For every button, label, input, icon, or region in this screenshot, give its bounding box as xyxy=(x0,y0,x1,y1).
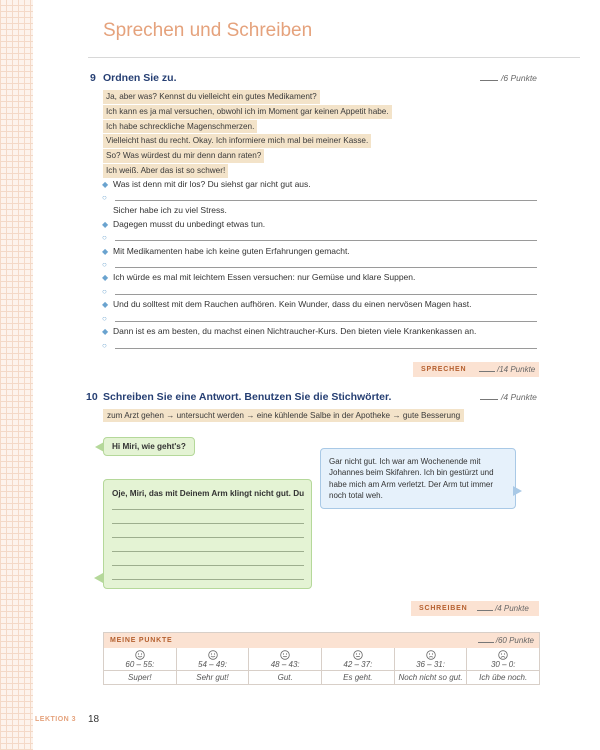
score-table-header xyxy=(104,633,539,648)
answer-line[interactable] xyxy=(112,509,304,510)
speaking-score-badge xyxy=(413,362,539,377)
diamond-bullet-icon: ◆ xyxy=(102,273,109,282)
score-range: 48 – 43: xyxy=(270,660,300,669)
bubble-tail xyxy=(94,573,103,583)
diamond-bullet-icon: ◆ xyxy=(102,180,109,189)
points-label: /6 Punkte xyxy=(501,73,537,83)
answer-line[interactable] xyxy=(112,565,304,566)
page-number: 18 xyxy=(88,714,100,725)
dialogue-line: Ich würde es mal mit leichtem Essen versuchen: nur Gemüse und klare Suppen. xyxy=(113,272,416,282)
reply-bubble[interactable] xyxy=(103,479,312,589)
score-rating: Noch nicht so gut. xyxy=(395,671,468,684)
badge-label: SCHREIBEN xyxy=(419,605,468,612)
points-blank[interactable] xyxy=(477,610,493,611)
answer-line[interactable] xyxy=(115,267,537,268)
answer-line[interactable] xyxy=(115,200,537,201)
badge-points xyxy=(479,365,535,374)
diamond-bullet-icon: ◆ xyxy=(102,247,109,256)
sentence-card[interactable]: Ich weiß. Aber das ist so schwer! xyxy=(103,164,228,178)
answer-line[interactable] xyxy=(115,294,537,295)
circle-bullet-icon: ○ xyxy=(102,193,107,202)
page-title: Sprechen und Schreiben xyxy=(103,20,313,41)
dialogue-line: Dagegen musst du unbedingt etwas tun. xyxy=(113,219,266,229)
frown-icon xyxy=(426,650,436,660)
score-range: 36 – 31: xyxy=(416,660,445,669)
answer-line[interactable] xyxy=(115,348,537,349)
smile-icon xyxy=(280,650,290,660)
greeting-bubble: Hi Miri, wie geht's? xyxy=(103,437,195,456)
circle-bullet-icon: ○ xyxy=(102,287,107,296)
writing-score-badge xyxy=(411,601,539,616)
neutral-icon xyxy=(353,650,363,660)
score-range: 60 – 55: xyxy=(125,660,155,669)
score-rating: Ich übe noch. xyxy=(479,673,528,682)
answer-line[interactable] xyxy=(115,321,537,322)
circle-bullet-icon: ○ xyxy=(102,341,107,350)
title-divider xyxy=(88,57,580,58)
sentence-card[interactable]: Ja, aber was? Kennst du vielleicht ein gutes Medikament? xyxy=(103,90,320,104)
diamond-bullet-icon: ◆ xyxy=(102,300,109,309)
answer-line[interactable] xyxy=(112,579,304,580)
points-blank[interactable] xyxy=(480,399,498,400)
diamond-bullet-icon: ◆ xyxy=(102,327,109,336)
score-rating: Super! xyxy=(104,671,177,684)
example-answer: Sicher habe ich zu viel Stress. xyxy=(113,205,227,215)
score-rating: Gut. xyxy=(249,671,322,684)
dialogue-line: Mit Medikamenten habe ich keine guten Erfahrungen gemacht. xyxy=(113,246,350,256)
score-cell xyxy=(322,648,395,670)
score-range-row xyxy=(104,648,539,670)
badge-label: SPRECHEN xyxy=(421,366,467,373)
keywords-box: zum Arzt gehen → untersucht werden → eine kühlende Salbe in der Apotheke → gute Besserung xyxy=(103,409,464,422)
page-margin-grid xyxy=(0,0,33,750)
score-table-points xyxy=(478,636,534,645)
diamond-bullet-icon: ◆ xyxy=(102,220,109,229)
score-rating-row xyxy=(104,670,539,684)
score-cell xyxy=(249,648,322,670)
bubble-tail xyxy=(513,486,522,496)
answer-line[interactable] xyxy=(112,551,304,552)
points-label: /4 Punkte xyxy=(495,604,529,613)
answer-line[interactable] xyxy=(115,240,537,241)
score-rating: Es geht. xyxy=(322,671,395,684)
exercise-10-number: 10 xyxy=(86,391,98,403)
smile-icon xyxy=(208,650,218,660)
sentence-box xyxy=(103,90,392,179)
score-table xyxy=(103,632,540,685)
exercise-10-title: Schreiben Sie eine Antwort. Benutzen Sie die Stichwörter. xyxy=(103,391,392,403)
lesson-label: LEKTION 3 xyxy=(35,716,77,723)
circle-bullet-icon: ○ xyxy=(102,260,107,269)
miri-message-bubble: Gar nicht gut. Ich war am Wochenende mit Johannes beim Skifahren. Ich bin gestürzt und habe mich am Arm verletzt. Der Arm tut immer noch total weh. xyxy=(320,448,516,509)
score-cell xyxy=(467,648,539,670)
points-blank[interactable] xyxy=(478,642,494,643)
dialogue-line: Dann ist es am besten, du machst einen Nichtraucher-Kurs. Den bieten viele Krankenkassen an. xyxy=(113,326,477,336)
answer-line[interactable] xyxy=(112,537,304,538)
score-cell xyxy=(395,648,468,670)
circle-bullet-icon: ○ xyxy=(102,314,107,323)
reply-start-text: Oje, Miri, das mit Deinem Arm klingt nicht gut. Du xyxy=(112,489,305,498)
points-label: /60 Punkte xyxy=(495,636,534,645)
smile-icon xyxy=(135,650,145,660)
points-label: /14 Punkte xyxy=(497,365,536,374)
circle-bullet-icon: ○ xyxy=(102,233,107,242)
score-rating: Sehr gut! xyxy=(177,671,250,684)
score-range: 30 – 0: xyxy=(490,660,516,669)
exercise-9-title: Ordnen Sie zu. xyxy=(103,72,177,84)
dialogue-line: Und du solltest mit dem Rauchen aufhören. Kein Wunder, dass du einen nervösen Magen hast. xyxy=(113,299,472,309)
score-cell xyxy=(177,648,250,670)
badge-points xyxy=(477,604,529,613)
exercise-9-points xyxy=(480,73,537,83)
frown-icon xyxy=(498,650,508,660)
answer-line[interactable] xyxy=(112,523,304,524)
score-table-label: MEINE PUNKTE xyxy=(110,637,173,644)
score-range: 54 – 49: xyxy=(198,660,227,669)
points-label: /4 Punkte xyxy=(501,392,537,402)
exercise-10-points xyxy=(480,392,537,402)
exercise-9-number: 9 xyxy=(90,72,96,84)
sentence-card[interactable]: So? Was würdest du mir denn dann raten? xyxy=(103,149,264,163)
score-cell xyxy=(104,648,177,670)
sentence-card[interactable]: Vielleicht hast du recht. Okay. Ich informiere mich mal bei meiner Kasse. xyxy=(103,134,371,148)
score-range: 42 – 37: xyxy=(343,660,373,669)
points-blank[interactable] xyxy=(480,80,498,81)
points-blank[interactable] xyxy=(479,371,495,372)
dialogue-line: Was ist denn mit dir los? Du siehst gar nicht gut aus. xyxy=(113,179,311,189)
sentence-card[interactable]: Ich kann es ja mal versuchen, obwohl ich im Moment gar keinen Appetit habe. xyxy=(103,105,392,119)
sentence-card[interactable]: Ich habe schreckliche Magenschmerzen. xyxy=(103,120,257,134)
